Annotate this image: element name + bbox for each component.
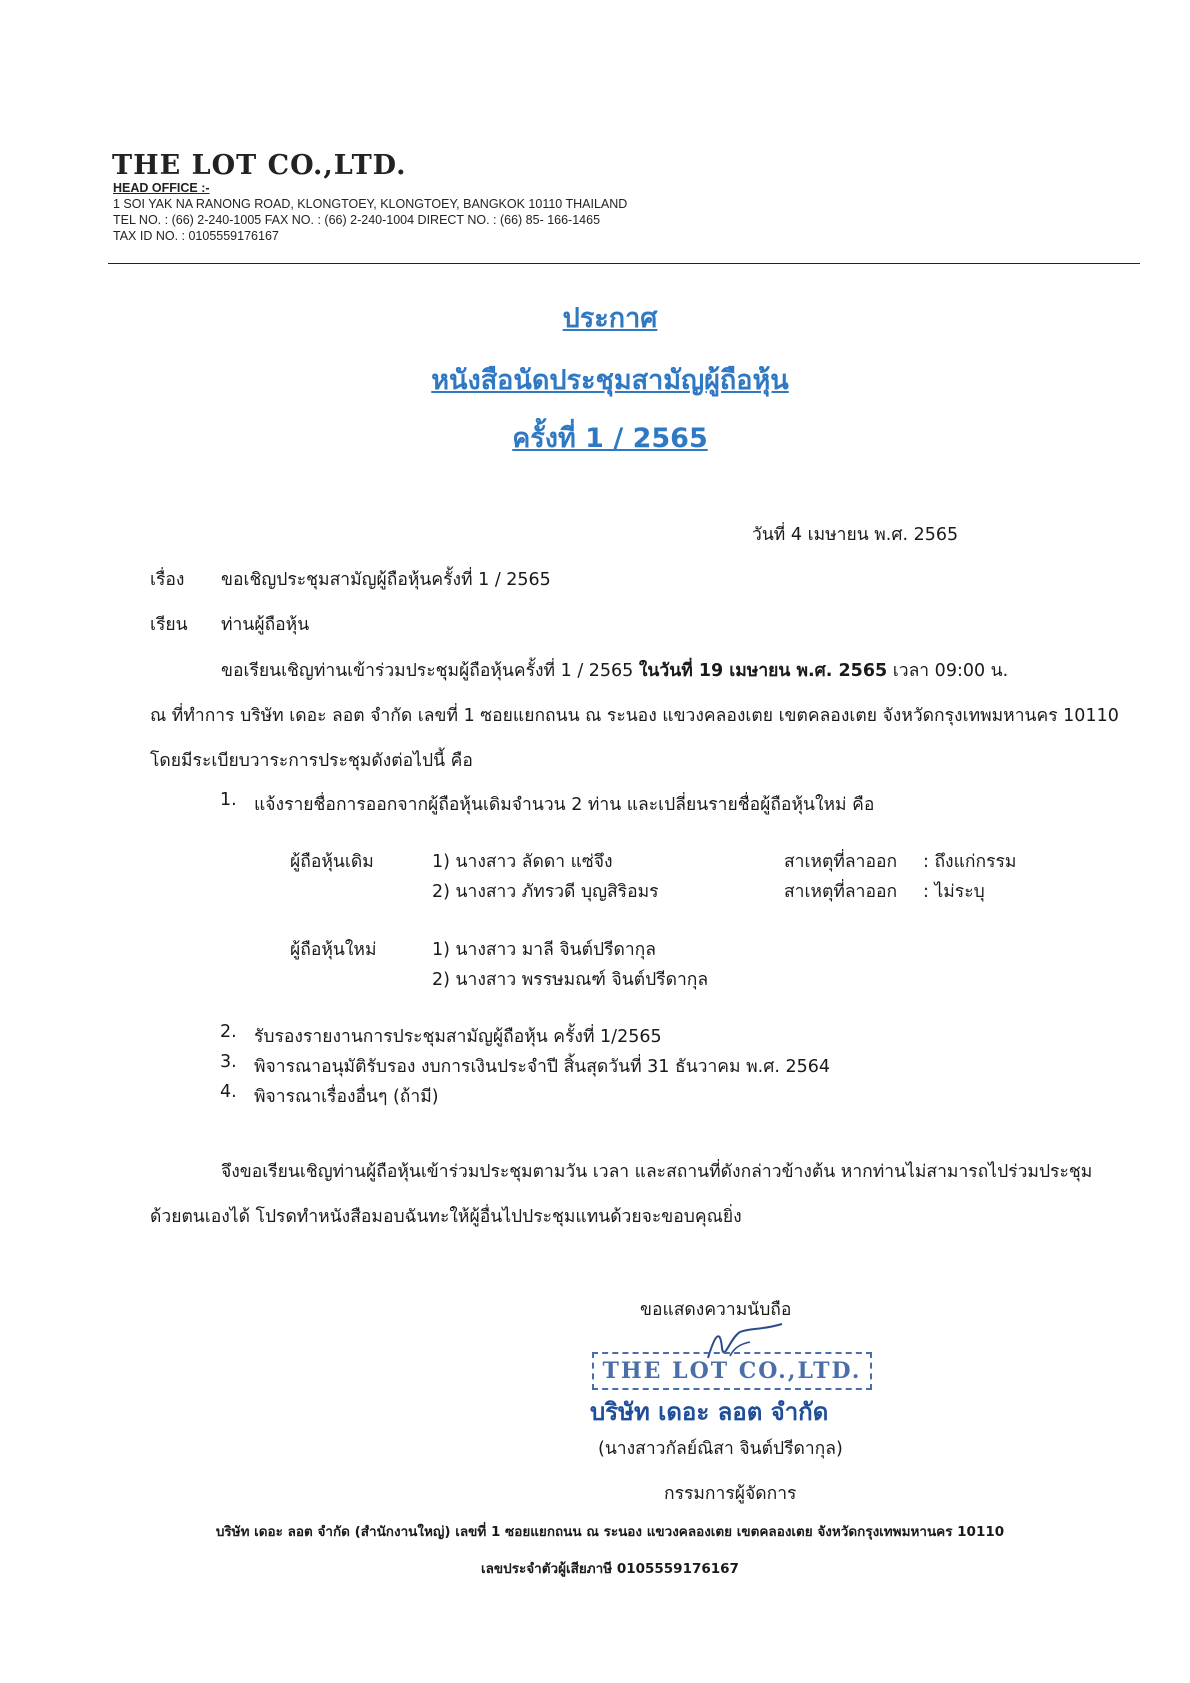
signer-position: กรรมการผู้จัดการ [664,1484,797,1504]
old-holder-1: 1) นางสาว ลัดดา แซ่จึง [432,852,613,872]
company-address: 1 SOI YAK NA RANONG ROAD, KLONGTOEY, KLONGTOEY, BANGKOK 10110 THAILAND [113,197,628,211]
meeting-date: ในวันที่ 19 เมษายน พ.ศ. 2565 [638,661,888,681]
closing-line-1: จึงขอเรียนเชิญท่านผู้ถือหุ้นเข้าร่วมประชุมตามวัน เวลา และสถานที่ดังกล่าวข้างต้น หากท่านไม่สามารถไปร่วมประชุม [221,1162,1093,1182]
company-phone: TEL NO. : (66) 2-240-1005 FAX NO. : (66) 2-240-1004 DIRECT NO. : (66) 85- 166-1465 [113,213,601,227]
signer-name: (นางสาวกัลย์ณิสา จินต์ปรีดากุล) [598,1439,843,1459]
subject-text: ขอเชิญประชุมสามัญผู้ถือหุ้นครั้งที่ 1 / 2565 [221,570,551,590]
agenda-number: 2. [220,1022,237,1042]
new-holder-1: 1) นางสาว มาลี จินต์ปรีดากุล [432,940,657,960]
to-label: เรียน [150,615,188,635]
company-seal-stamp: THE LOT CO.,LTD. [592,1352,872,1390]
meeting-number-title: ครั้งที่ 1 / 2565 [512,423,708,454]
footer-address: บริษัท เดอะ ลอต จำกัด (สำนักงานใหญ่) เลขที่ 1 ซอยแยกถนน ณ ระนอง แขวงคลองเตย เขตคลองเตย จังหวัดกรุงเทพมหานคร 10110 [215,1524,1005,1540]
new-holders-label: ผู้ถือหุ้นใหม่ [290,940,377,960]
old-holders-label: ผู้ถือหุ้นเดิม [290,852,374,872]
new-holder-2: 2) นางสาว พรรษมณฑ์ จินต์ปรีดากุล [432,970,709,990]
regards-text: ขอแสดงความนับถือ [640,1300,792,1320]
agenda-item-1: แจ้งรายชื่อการออกจากผู้ถือหุ้นเดิมจำนวน 2 ท่าน และเปลี่ยนรายชื่อผู้ถือหุ้นใหม่ คือ [254,795,875,815]
footer-tax-id: เลขประจำตัวผู้เสียภาษี 0105559176167 [481,1561,739,1577]
head-office-label: HEAD OFFICE :- [113,181,210,195]
agenda-number: 3. [220,1052,237,1072]
agenda-item-3: พิจารณาอนุมัติรับรอง งบการเงินประจำปี สิ้นสุดวันที่ 31 ธันวาคม พ.ศ. 2564 [254,1057,830,1077]
header-divider [108,263,1140,264]
announcement-title: ประกาศ [562,303,658,334]
subject-label: เรื่อง [150,570,185,590]
agenda-item-4: พิจารณาเรื่องอื่นๆ (ถ้ามี) [254,1087,439,1107]
agenda-number: 1. [220,790,237,810]
old-holder-1-reason-label: สาเหตุที่ลาออก [784,852,898,872]
company-name-stamp: บริษัท เดอะ ลอต จำกัด [590,1398,829,1426]
company-logo: THE LOT CO.,LTD. [112,150,407,181]
agenda-number: 4. [220,1082,237,1102]
old-holder-1-reason: : ถึงแก่กรรม [923,852,1017,872]
to-text: ท่านผู้ถือหุ้น [221,615,310,635]
old-holder-2: 2) นางสาว ภัทรวดี บุญสิริอมร [432,882,659,902]
old-holder-2-reason: : ไม่ระบุ [923,882,985,902]
intro-line-1: ขอเรียนเชิญท่านเข้าร่วมประชุมผู้ถือหุ้นครั้งที่ 1 / 2565 ในวันที่ 19 เมษายน พ.ศ. 2565 เวลา 09:00 น. [221,661,1009,681]
intro-line-2: ณ ที่ทำการ บริษัท เดอะ ลอต จำกัด เลขที่ 1 ซอยแยกถนน ณ ระนอง แขวงคลองเตย เขตคลองเตย จังหวัดกรุงเทพมหานคร 10110 [150,706,1119,726]
closing-line-2: ด้วยตนเองได้ โปรดทำหนังสือมอบฉันทะให้ผู้อื่นไปประชุมแทนด้วยจะขอบคุณยิ่ง [150,1207,742,1227]
old-holder-2-reason-label: สาเหตุที่ลาออก [784,882,898,902]
intro-line-3: โดยมีระเบียบวาระการประชุมดังต่อไปนี้ คือ [150,751,473,771]
company-tax-id: TAX ID NO. : 0105559176167 [113,229,279,243]
letter-date: วันที่ 4 เมษายน พ.ศ. 2565 [752,525,959,545]
agenda-item-2: รับรองรายงานการประชุมสามัญผู้ถือหุ้น ครั้งที่ 1/2565 [254,1027,662,1047]
meeting-notice-title: หนังสือนัดประชุมสามัญผู้ถือหุ้น [431,365,789,396]
